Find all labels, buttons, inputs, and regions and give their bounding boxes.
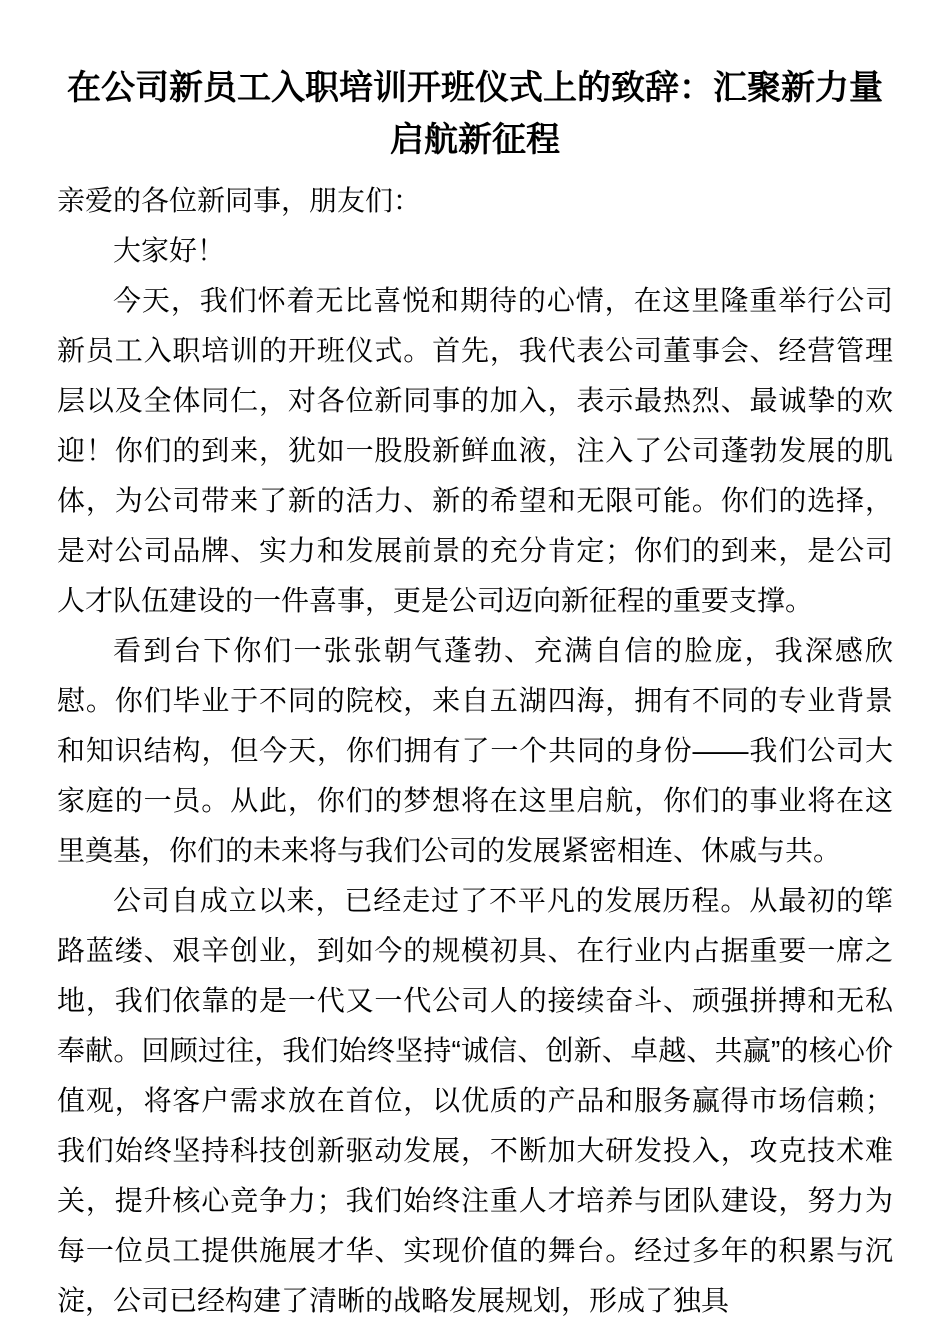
paragraph-company-history: 公司自成立以来，已经走过了不平凡的发展历程。从最初的筚路蓝缕、艰辛创业，到如今的规模初具、在行业内占据重要一席之地，我们依靠的是一代又一代公司人的接续奋斗、顽强拼搏和无私奉献。回顾过往，我们始终坚持“诚信、创新、卓越、共赢”的核心价值观，将客户需求放在首位，以优质的产品和服务赢得市场信赖；我们始终坚持科技创新驱动发展，不断加大研发投入，攻克技术难关，提升核心竞争力；我们始终注重人才培养与团队建设，努力为每一位员工提供施展才华、实现价值的舞台。经过多年的积累与沉淀，公司已经构建了清晰的战略发展规划，形成了独具 (57, 885, 893, 1316)
salutation-line: 亲爱的各位新同事，朋友们： (57, 185, 422, 216)
document-body (57, 176, 893, 1326)
paragraph-new-identity: 看到台下你们一张张朝气蓬勃、充满自信的脸庞，我深感欣慰。你们毕业于不同的院校，来自五湖四海，拥有不同的专业背景和知识结构，但今天，你们拥有了一个共同的身份——我们公司大家庭的一员。从此，你们的梦想将在这里启航，你们的事业将在这里奠基，你们的未来将与我们公司的发展紧密相连、休戚与共。 (57, 635, 893, 866)
paragraph-welcome: 今天，我们怀着无比喜悦和期待的心情，在这里隆重举行公司新员工入职培训的开班仪式。首先，我代表公司董事会、经营管理层以及全体同仁，对各位新同事的加入，表示最热烈、最诚挚的欢迎！你们的到来，犹如一股股新鲜血液，注入了公司蓬勃发展的肌体，为公司带来了新的活力、新的希望和无限可能。你们的选择，是对公司品牌、实力和发展前景的充分肯定；你们的到来，是公司人才队伍建设的一件喜事，更是公司迈向新征程的重要支撑。 (57, 285, 893, 616)
document-title: 在公司新员工入职培训开班仪式上的致辞：汇聚新力量启航新征程 (67, 69, 883, 159)
paragraph-greeting: 大家好！ (113, 235, 226, 266)
